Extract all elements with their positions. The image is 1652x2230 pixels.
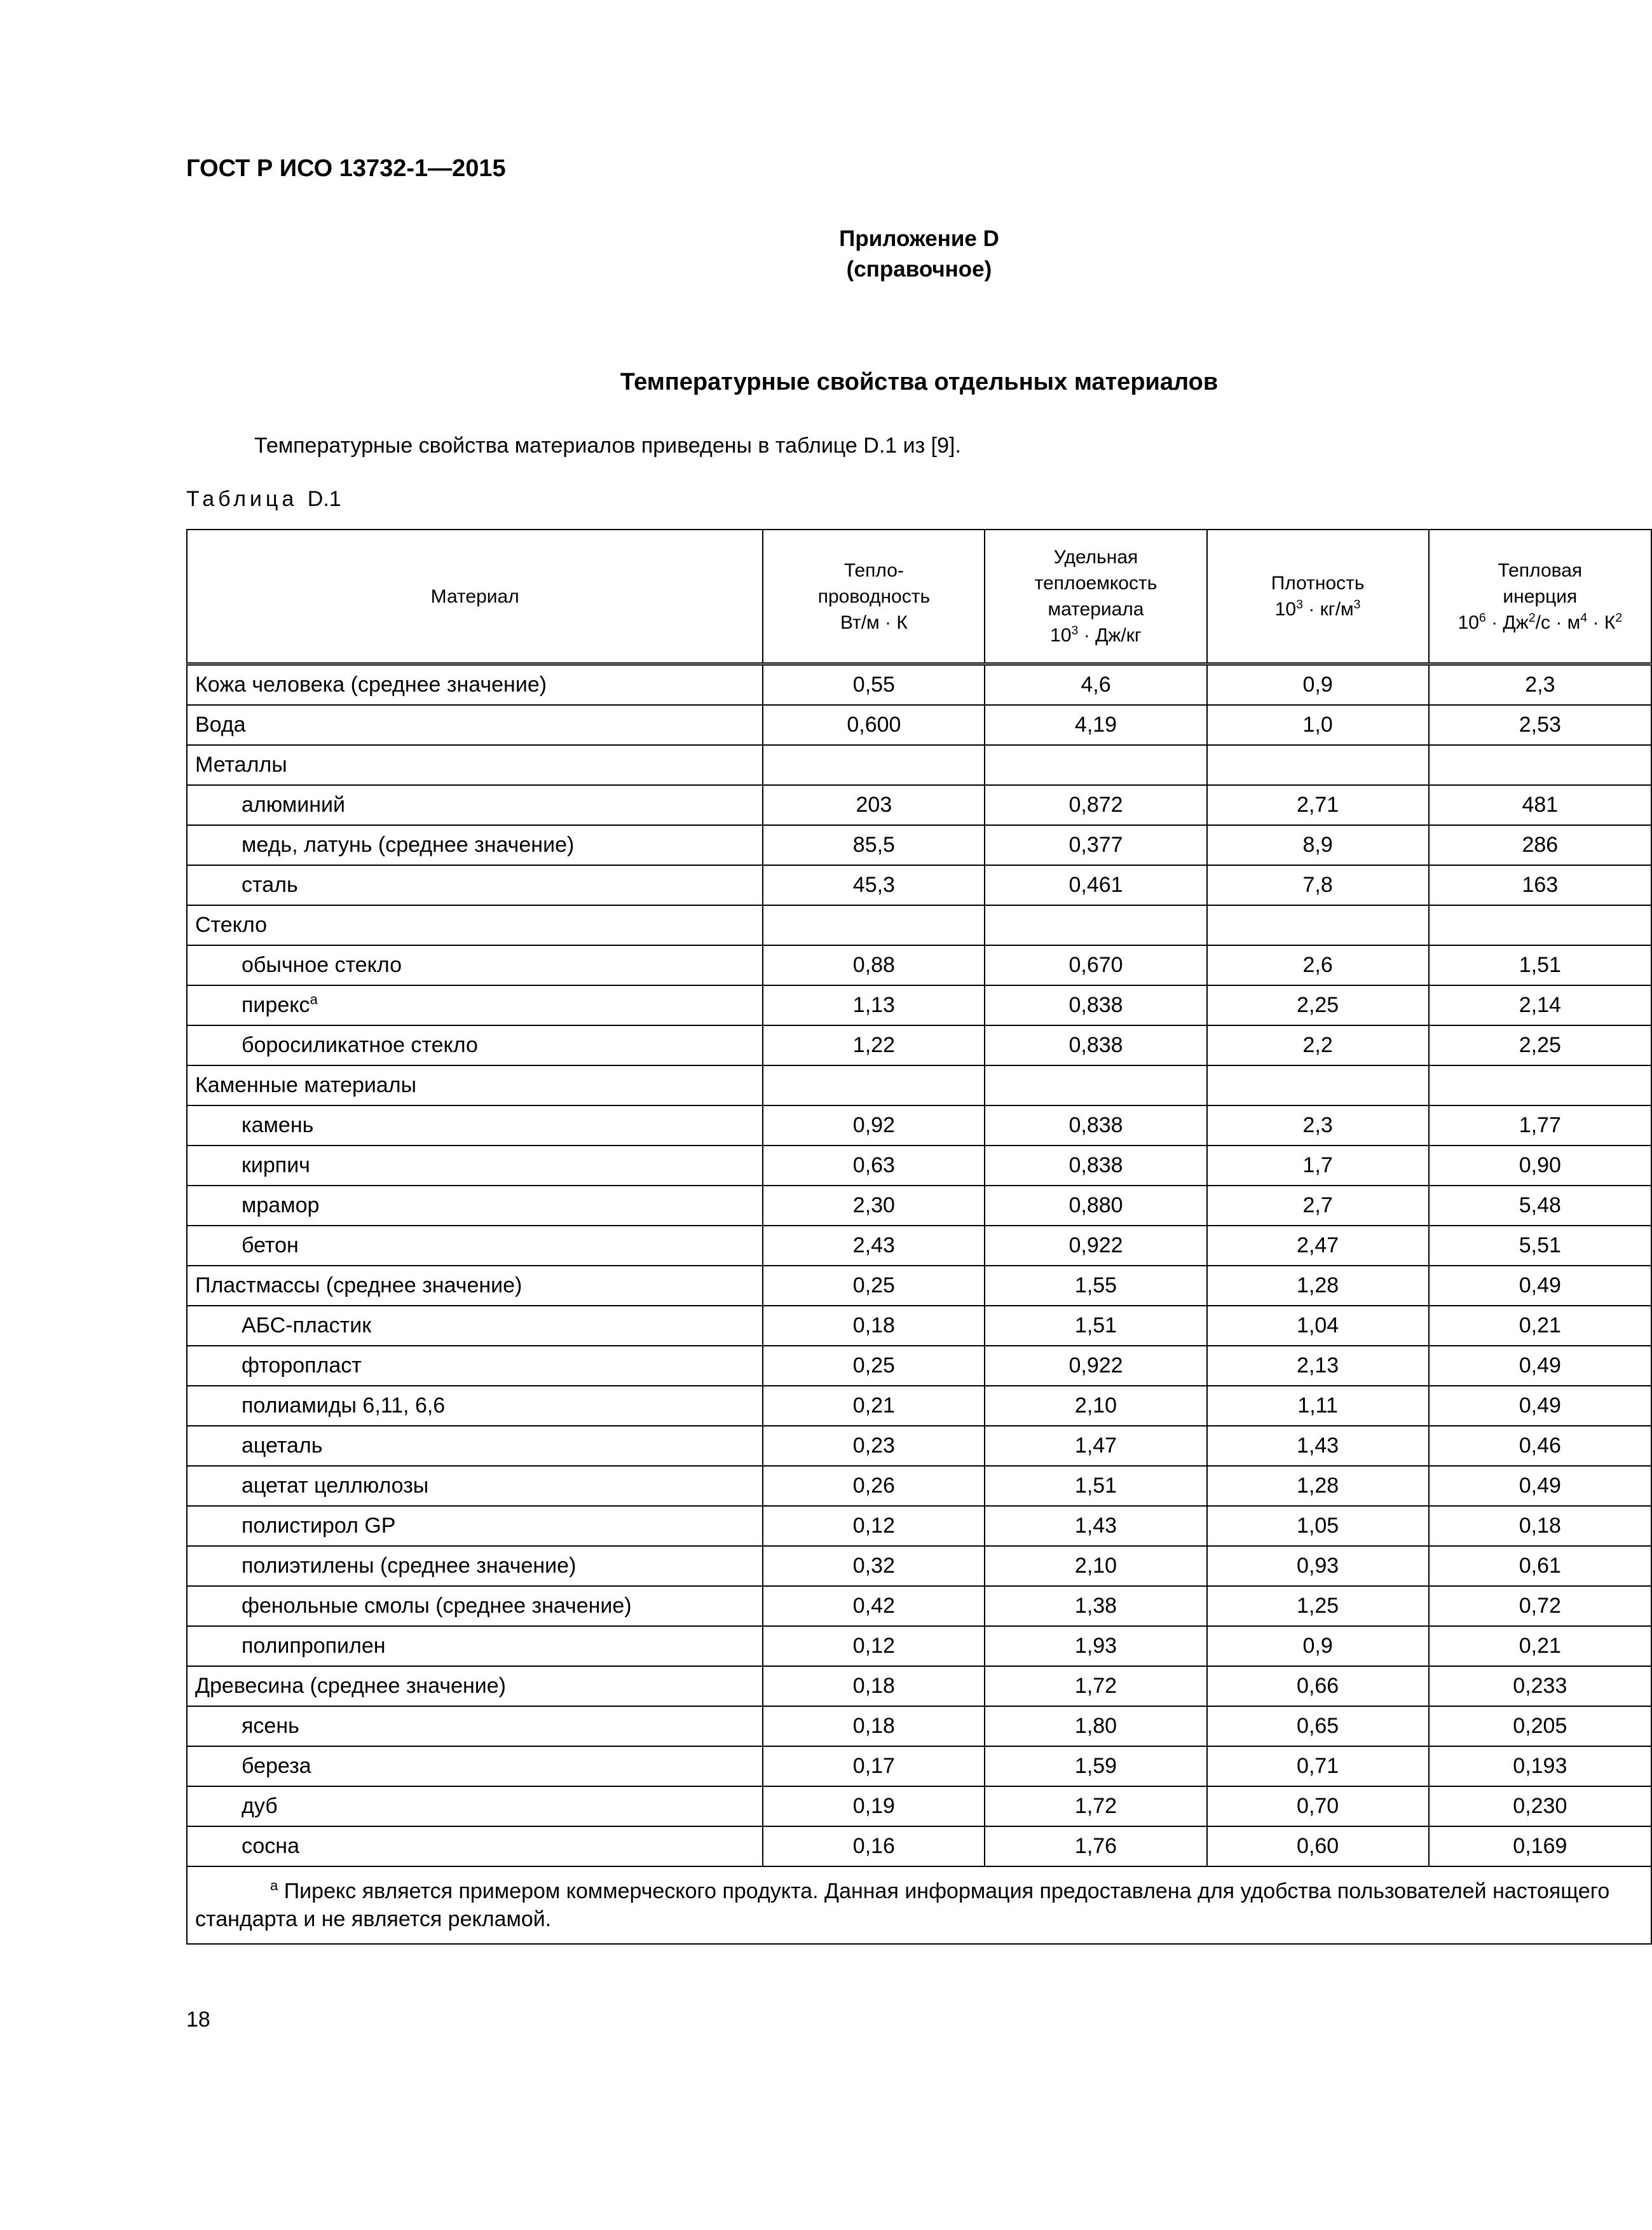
cell-conductivity: 0,63 bbox=[763, 1146, 985, 1186]
cell-density: 1,43 bbox=[1207, 1426, 1429, 1466]
table-row bbox=[187, 1466, 1651, 1506]
cell-material: сталь bbox=[187, 865, 763, 905]
cell-material: Кожа человека (среднее значение) bbox=[187, 664, 763, 706]
cell-heat-capacity: 1,51 bbox=[985, 1306, 1206, 1346]
header-density: Плотность $10^3 \cdot кг/м^3$ bbox=[1207, 530, 1429, 664]
table-row bbox=[187, 1025, 1651, 1065]
cell-heat-capacity: 0,838 bbox=[985, 1105, 1206, 1146]
cell-conductivity: 0,32 bbox=[763, 1546, 985, 1586]
cell-density: 1,0 bbox=[1207, 705, 1429, 745]
table-row bbox=[187, 1626, 1651, 1666]
annex-heading bbox=[186, 224, 1652, 285]
cell-density bbox=[1207, 905, 1429, 945]
cell-thermal-inertia: 0,21 bbox=[1429, 1626, 1651, 1666]
cell-heat-capacity bbox=[985, 905, 1206, 945]
annex-subtitle: (справочное) bbox=[846, 257, 992, 282]
cell-heat-capacity: 4,6 bbox=[985, 664, 1206, 706]
cell-density: 1,04 bbox=[1207, 1306, 1429, 1346]
cell-heat-capacity: 0,838 bbox=[985, 985, 1206, 1025]
cell-heat-capacity: 0,922 bbox=[985, 1226, 1206, 1266]
cell-heat-capacity: 1,72 bbox=[985, 1666, 1206, 1706]
header-thermal-inertia: Тепловая инерция $10^6 \cdot Дж^2/с \cdot м^4 \cdot К^2$ bbox=[1429, 530, 1651, 664]
cell-material: полиэтилены (среднее значение) bbox=[187, 1546, 763, 1586]
cell-material: мрамор bbox=[187, 1186, 763, 1226]
cell-density: 2,2 bbox=[1207, 1025, 1429, 1065]
cell-density: 1,28 bbox=[1207, 1266, 1429, 1306]
cell-density: 8,9 bbox=[1207, 825, 1429, 865]
cell-heat-capacity: 1,55 bbox=[985, 1266, 1206, 1306]
cell-conductivity bbox=[763, 1065, 985, 1105]
cell-density: 2,47 bbox=[1207, 1226, 1429, 1266]
cell-material: алюминий bbox=[187, 785, 763, 825]
cell-material: полиамиды 6,11, 6,6 bbox=[187, 1386, 763, 1426]
cell-density: 0,71 bbox=[1207, 1746, 1429, 1786]
cell-conductivity: 0,18 bbox=[763, 1306, 985, 1346]
footnote-text: Пирекс является примером коммерческого продукта. Данная информация предоставлена для удобства пользователей настоящего стандарта и не является рекламой. bbox=[195, 1879, 1610, 1931]
cell-material: пирекс$^a$ bbox=[187, 985, 763, 1025]
cell-thermal-inertia: 481 bbox=[1429, 785, 1651, 825]
cell-conductivity: 0,88 bbox=[763, 945, 985, 985]
cell-material: боросиликатное стекло bbox=[187, 1025, 763, 1065]
table-label-prefix: Таблица bbox=[186, 487, 298, 511]
cell-thermal-inertia: 2,3 bbox=[1429, 664, 1651, 706]
table-footnote bbox=[187, 1866, 1651, 1944]
cell-conductivity bbox=[763, 745, 985, 785]
cell-heat-capacity: 0,461 bbox=[985, 865, 1206, 905]
cell-thermal-inertia: 0,233 bbox=[1429, 1666, 1651, 1706]
cell-density: 1,28 bbox=[1207, 1466, 1429, 1506]
cell-thermal-inertia: 5,51 bbox=[1429, 1226, 1651, 1266]
cell-material: камень bbox=[187, 1105, 763, 1146]
table-label bbox=[186, 487, 341, 512]
cell-material: кирпич bbox=[187, 1146, 763, 1186]
cell-thermal-inertia: 5,48 bbox=[1429, 1186, 1651, 1226]
cell-heat-capacity: 1,80 bbox=[985, 1706, 1206, 1746]
cell-thermal-inertia: 0,61 bbox=[1429, 1546, 1651, 1586]
table-row bbox=[187, 1306, 1651, 1346]
cell-heat-capacity: 1,38 bbox=[985, 1586, 1206, 1626]
cell-thermal-inertia: 2,53 bbox=[1429, 705, 1651, 745]
cell-heat-capacity: 0,838 bbox=[985, 1025, 1206, 1065]
cell-material: ацетат целлюлозы bbox=[187, 1466, 763, 1506]
cell-density bbox=[1207, 745, 1429, 785]
cell-conductivity: 203 bbox=[763, 785, 985, 825]
cell-conductivity: 0,12 bbox=[763, 1626, 985, 1666]
intro-paragraph: Температурные свойства материалов приведены в таблице D.1 из [9]. bbox=[254, 434, 961, 458]
cell-density: 2,25 bbox=[1207, 985, 1429, 1025]
cell-heat-capacity: 4,19 bbox=[985, 705, 1206, 745]
cell-heat-capacity: 0,670 bbox=[985, 945, 1206, 985]
footnote-marker: a bbox=[270, 1877, 278, 1894]
cell-material: Металлы bbox=[187, 745, 763, 785]
cell-thermal-inertia: 0,49 bbox=[1429, 1386, 1651, 1426]
footnote-row bbox=[187, 1866, 1651, 1944]
table-header-row bbox=[187, 530, 1651, 664]
table-row bbox=[187, 865, 1651, 905]
cell-thermal-inertia: 0,169 bbox=[1429, 1826, 1651, 1866]
table-row bbox=[187, 705, 1651, 745]
cell-conductivity: 0,55 bbox=[763, 664, 985, 706]
cell-material: полистирол GP bbox=[187, 1506, 763, 1546]
cell-thermal-inertia: 0,21 bbox=[1429, 1306, 1651, 1346]
cell-heat-capacity: 2,10 bbox=[985, 1386, 1206, 1426]
cell-thermal-inertia: 0,18 bbox=[1429, 1506, 1651, 1546]
page-number: 18 bbox=[186, 2008, 210, 2032]
cell-thermal-inertia: 286 bbox=[1429, 825, 1651, 865]
cell-density: 2,3 bbox=[1207, 1105, 1429, 1146]
header-material: Материал bbox=[187, 530, 763, 664]
table-row bbox=[187, 1105, 1651, 1146]
cell-conductivity: 0,17 bbox=[763, 1746, 985, 1786]
cell-thermal-inertia bbox=[1429, 1065, 1651, 1105]
cell-material: сосна bbox=[187, 1826, 763, 1866]
cell-thermal-inertia: 1,51 bbox=[1429, 945, 1651, 985]
cell-thermal-inertia: 0,49 bbox=[1429, 1266, 1651, 1306]
table-row bbox=[187, 825, 1651, 865]
cell-heat-capacity: 1,43 bbox=[985, 1506, 1206, 1546]
table-row bbox=[187, 1826, 1651, 1866]
cell-density: 2,6 bbox=[1207, 945, 1429, 985]
cell-density: 0,60 bbox=[1207, 1826, 1429, 1866]
cell-material: фторопласт bbox=[187, 1346, 763, 1386]
cell-material: Вода bbox=[187, 705, 763, 745]
cell-density: 0,93 bbox=[1207, 1546, 1429, 1586]
table-row bbox=[187, 1426, 1651, 1466]
cell-thermal-inertia: 1,77 bbox=[1429, 1105, 1651, 1146]
cell-conductivity: 1,22 bbox=[763, 1025, 985, 1065]
cell-conductivity bbox=[763, 905, 985, 945]
table-row bbox=[187, 1226, 1651, 1266]
cell-density: 2,71 bbox=[1207, 785, 1429, 825]
table-row bbox=[187, 1786, 1651, 1826]
cell-heat-capacity: 0,880 bbox=[985, 1186, 1206, 1226]
cell-conductivity: 0,19 bbox=[763, 1786, 985, 1826]
cell-heat-capacity: 1,72 bbox=[985, 1786, 1206, 1826]
document-code: ГОСТ Р ИСО 13732-1—2015 bbox=[186, 155, 506, 182]
cell-material: Стекло bbox=[187, 905, 763, 945]
table-row bbox=[187, 1506, 1651, 1546]
table-row bbox=[187, 1186, 1651, 1226]
cell-material: фенольные смолы (среднее значение) bbox=[187, 1586, 763, 1626]
cell-conductivity: 0,21 bbox=[763, 1386, 985, 1426]
cell-conductivity: 85,5 bbox=[763, 825, 985, 865]
cell-conductivity: 0,16 bbox=[763, 1826, 985, 1866]
cell-thermal-inertia: 0,49 bbox=[1429, 1466, 1651, 1506]
cell-conductivity: 2,30 bbox=[763, 1186, 985, 1226]
cell-thermal-inertia: 0,49 bbox=[1429, 1346, 1651, 1386]
cell-thermal-inertia: 2,14 bbox=[1429, 985, 1651, 1025]
cell-heat-capacity: 0,872 bbox=[985, 785, 1206, 825]
table-row bbox=[187, 945, 1651, 985]
cell-conductivity: 0,92 bbox=[763, 1105, 985, 1146]
table-row bbox=[187, 1586, 1651, 1626]
cell-thermal-inertia bbox=[1429, 745, 1651, 785]
table-label-number: D.1 bbox=[307, 487, 341, 511]
table-row bbox=[187, 1746, 1651, 1786]
table-row bbox=[187, 1546, 1651, 1586]
cell-thermal-inertia: 2,25 bbox=[1429, 1025, 1651, 1065]
cell-material: Пластмассы (среднее значение) bbox=[187, 1266, 763, 1306]
cell-heat-capacity: 0,377 bbox=[985, 825, 1206, 865]
cell-conductivity: 0,42 bbox=[763, 1586, 985, 1626]
cell-material: медь, латунь (среднее значение) bbox=[187, 825, 763, 865]
cell-density: 0,70 bbox=[1207, 1786, 1429, 1826]
cell-density: 7,8 bbox=[1207, 865, 1429, 905]
cell-material: бетон bbox=[187, 1226, 763, 1266]
header-heat-capacity: Удельная теплоемкость материала $10^3 \cdot Дж/кг$ bbox=[985, 530, 1206, 664]
table-row bbox=[187, 1386, 1651, 1426]
cell-density: 1,7 bbox=[1207, 1146, 1429, 1186]
cell-density: 0,66 bbox=[1207, 1666, 1429, 1706]
table-body bbox=[187, 664, 1651, 1867]
table-row bbox=[187, 905, 1651, 945]
cell-thermal-inertia: 0,90 bbox=[1429, 1146, 1651, 1186]
table-row bbox=[187, 985, 1651, 1025]
cell-heat-capacity bbox=[985, 1065, 1206, 1105]
cell-material: Древесина (среднее значение) bbox=[187, 1666, 763, 1706]
cell-conductivity: 0,26 bbox=[763, 1466, 985, 1506]
cell-heat-capacity: 0,838 bbox=[985, 1146, 1206, 1186]
cell-thermal-inertia: 0,205 bbox=[1429, 1706, 1651, 1746]
cell-conductivity: 45,3 bbox=[763, 865, 985, 905]
table-row bbox=[187, 1266, 1651, 1306]
cell-conductivity: 0,25 bbox=[763, 1346, 985, 1386]
cell-density: 1,25 bbox=[1207, 1586, 1429, 1626]
cell-material: обычное стекло bbox=[187, 945, 763, 985]
cell-thermal-inertia: 0,72 bbox=[1429, 1586, 1651, 1626]
annex-title: Приложение D bbox=[839, 226, 999, 251]
cell-thermal-inertia: 0,193 bbox=[1429, 1746, 1651, 1786]
table-row bbox=[187, 1666, 1651, 1706]
cell-conductivity: 0,12 bbox=[763, 1506, 985, 1546]
cell-thermal-inertia: 163 bbox=[1429, 865, 1651, 905]
properties-table bbox=[186, 529, 1652, 1945]
table-row bbox=[187, 1146, 1651, 1186]
cell-material: дуб bbox=[187, 1786, 763, 1826]
cell-conductivity: 0,25 bbox=[763, 1266, 985, 1306]
section-title: Температурные свойства отдельных материалов bbox=[620, 369, 1219, 395]
cell-material: береза bbox=[187, 1746, 763, 1786]
cell-heat-capacity: 1,59 bbox=[985, 1746, 1206, 1786]
cell-conductivity: 0,18 bbox=[763, 1706, 985, 1746]
cell-conductivity: 1,13 bbox=[763, 985, 985, 1025]
cell-heat-capacity: 1,93 bbox=[985, 1626, 1206, 1666]
table-row bbox=[187, 1065, 1651, 1105]
table-row bbox=[187, 1706, 1651, 1746]
cell-conductivity: 2,43 bbox=[763, 1226, 985, 1266]
cell-thermal-inertia bbox=[1429, 905, 1651, 945]
cell-density: 2,7 bbox=[1207, 1186, 1429, 1226]
cell-density: 0,9 bbox=[1207, 664, 1429, 706]
header-conductivity: Тепло- проводность Вт/м · К bbox=[763, 530, 985, 664]
cell-heat-capacity: 1,47 bbox=[985, 1426, 1206, 1466]
cell-thermal-inertia: 0,230 bbox=[1429, 1786, 1651, 1826]
cell-thermal-inertia: 0,46 bbox=[1429, 1426, 1651, 1466]
cell-heat-capacity: 0,922 bbox=[985, 1346, 1206, 1386]
cell-density: 1,11 bbox=[1207, 1386, 1429, 1426]
table-row bbox=[187, 785, 1651, 825]
table-row bbox=[187, 1346, 1651, 1386]
table-row bbox=[187, 664, 1651, 706]
table-row bbox=[187, 745, 1651, 785]
cell-conductivity: 0,18 bbox=[763, 1666, 985, 1706]
cell-material: ясень bbox=[187, 1706, 763, 1746]
cell-density: 0,65 bbox=[1207, 1706, 1429, 1746]
cell-heat-capacity bbox=[985, 745, 1206, 785]
cell-conductivity: 0,600 bbox=[763, 705, 985, 745]
cell-heat-capacity: 1,51 bbox=[985, 1466, 1206, 1506]
cell-material: АБС-пластик bbox=[187, 1306, 763, 1346]
footnote-ref: a bbox=[310, 991, 318, 1008]
cell-material: ацеталь bbox=[187, 1426, 763, 1466]
cell-heat-capacity: 1,76 bbox=[985, 1826, 1206, 1866]
cell-density: 2,13 bbox=[1207, 1346, 1429, 1386]
cell-heat-capacity: 2,10 bbox=[985, 1546, 1206, 1586]
cell-density bbox=[1207, 1065, 1429, 1105]
cell-density: 1,05 bbox=[1207, 1506, 1429, 1546]
cell-conductivity: 0,23 bbox=[763, 1426, 985, 1466]
cell-material: полипропилен bbox=[187, 1626, 763, 1666]
cell-density: 0,9 bbox=[1207, 1626, 1429, 1666]
cell-material: Каменные материалы bbox=[187, 1065, 763, 1105]
